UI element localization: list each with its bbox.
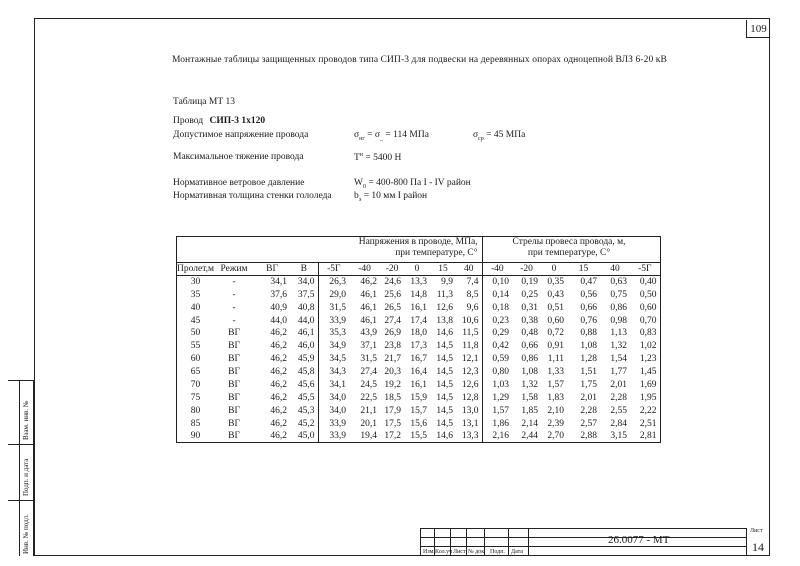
table-row — [177, 391, 661, 404]
table-cell: 12,6 — [436, 302, 454, 313]
table-cell: 55 — [177, 340, 215, 353]
table-cell: 17,5 — [384, 418, 402, 429]
table-cell: 14,5 — [436, 367, 454, 378]
table-cell: 18,5 — [384, 392, 402, 403]
table-cell: 16,4 — [410, 367, 428, 378]
table-cell: 15,6 — [410, 418, 428, 429]
page-number: 109 — [746, 20, 770, 38]
table-cell: 34,0 — [329, 405, 347, 416]
table-cell: ВГ — [228, 354, 240, 365]
table-cell: 33,9 — [329, 418, 347, 429]
table-cell: 2,01 — [610, 379, 628, 390]
table-cell: 90 — [177, 430, 215, 443]
table-cell: 1,08 — [580, 341, 598, 352]
table-cell: 46,2 — [360, 277, 378, 288]
table-cell: 75 — [177, 391, 215, 404]
table-cell: 20,3 — [384, 367, 402, 378]
table-row — [177, 275, 661, 288]
sheet-number: 14 — [752, 540, 764, 554]
table-cell: 0,91 — [547, 341, 565, 352]
table-cell: 2,28 — [580, 405, 598, 416]
table-cell: 26,3 — [329, 277, 347, 288]
column-header: -20 — [512, 263, 541, 276]
table-cell: 14,5 — [436, 405, 454, 416]
column-header: 15 — [430, 263, 456, 276]
table-cell: 25,6 — [384, 289, 402, 300]
table-cell: 10,6 — [456, 314, 482, 327]
table-cell: - — [232, 315, 236, 326]
table-cell: 13,0 — [456, 404, 482, 417]
table-cell: 1,57 — [492, 405, 510, 416]
table-cell: 34,0 — [329, 392, 347, 403]
tension-label: Максимальное тяжение провода — [173, 152, 304, 162]
table-cell: 11,5 — [456, 327, 482, 340]
table-cell: 35 — [177, 288, 215, 301]
table-column-header-row — [177, 263, 661, 276]
table-cell: 34,9 — [329, 341, 347, 352]
table-cell: 65 — [177, 366, 215, 379]
table-cell: 2,88 — [567, 430, 600, 443]
wire-value: СИП-3 1х120 — [209, 116, 266, 126]
table-cell: 1,75 — [580, 379, 598, 390]
column-header: 0 — [404, 263, 430, 276]
table-cell: 0,23 — [492, 315, 510, 326]
strip-divider — [8, 444, 34, 445]
table-cell: 85 — [177, 417, 215, 430]
strip-column-outer — [8, 380, 20, 556]
sag-group-header: Стрелы провеса провода, м, при температуре, С° — [482, 237, 660, 263]
table-cell: 34,0 — [290, 275, 318, 288]
table-cell: 29,0 — [329, 289, 347, 300]
table-cell: 31,5 — [360, 354, 378, 365]
table-cell: 1,58 — [521, 392, 539, 403]
table-cell: 0,19 — [521, 277, 539, 288]
installation-table — [176, 236, 661, 443]
table-cell: 0,75 — [610, 289, 628, 300]
column-header: ВГ — [254, 263, 290, 276]
table-row — [177, 340, 661, 353]
table-cell: 1,32 — [610, 341, 628, 352]
table-cell: 11,8 — [456, 340, 482, 353]
tension-value: $Т^н = 5400$ Н — [354, 152, 402, 164]
table-cell: 0,63 — [610, 277, 628, 288]
stamp-label: Подп. — [490, 549, 505, 555]
table-cell: 44,0 — [270, 315, 288, 326]
column-header: -40 — [349, 263, 380, 276]
table-cell: 35,3 — [329, 328, 347, 339]
table-cell: 3,15 — [600, 430, 630, 443]
table-cell: 1,69 — [630, 379, 660, 392]
table-cell: 17,4 — [410, 315, 428, 326]
table-cell: 1,33 — [547, 367, 565, 378]
table-row — [177, 417, 661, 430]
table-row — [177, 379, 661, 392]
column-header: В — [290, 263, 318, 276]
column-header: 15 — [567, 263, 600, 276]
table-cell: ВГ — [228, 418, 240, 429]
table-cell: 45,0 — [290, 430, 318, 443]
table-cell: 34,1 — [329, 379, 347, 390]
table-cell: 2,81 — [630, 430, 660, 443]
table-cell: ВГ — [228, 367, 240, 378]
table-cell: 0,31 — [521, 302, 539, 313]
table-cell: 45,9 — [290, 353, 318, 366]
table-cell: 0,18 — [492, 302, 510, 313]
table-cell: ВГ — [228, 379, 240, 390]
table-cell: 0,42 — [492, 341, 510, 352]
table-cell: 0,47 — [580, 277, 598, 288]
table-cell: 12,6 — [456, 379, 482, 392]
table-cell: 14,5 — [436, 341, 454, 352]
table-cell: 16,1 — [410, 379, 428, 390]
table-cell: 1,08 — [521, 367, 539, 378]
table-cell: 1,83 — [547, 392, 565, 403]
table-cell: 34,1 — [270, 277, 288, 288]
table-cell: 46,0 — [290, 340, 318, 353]
table-cell: 2,14 — [521, 418, 539, 429]
table-cell: 0,51 — [547, 302, 565, 313]
table-body — [177, 275, 661, 443]
table-cell: 33,9 — [329, 315, 347, 326]
table-cell: 0,60 — [547, 315, 565, 326]
stamp-label: Изм. — [423, 549, 435, 555]
table-row — [177, 327, 661, 340]
table-cell: 33,9 — [318, 430, 349, 443]
table-cell: 46,2 — [270, 341, 288, 352]
table-cell: 14,5 — [436, 379, 454, 390]
column-header: 40 — [600, 263, 630, 276]
table-cell: 45,3 — [290, 404, 318, 417]
table-cell: 31,5 — [329, 302, 347, 313]
table-cell: 43,9 — [360, 328, 378, 339]
table-cell: 17,3 — [410, 341, 428, 352]
table-cell: 2,55 — [610, 405, 628, 416]
table-cell: 17,2 — [380, 430, 404, 443]
table-cell: 2,22 — [630, 404, 660, 417]
table-cell: 19,2 — [384, 379, 402, 390]
title-block-stamp — [420, 528, 770, 556]
table-cell: 45,8 — [290, 366, 318, 379]
column-header: 40 — [456, 263, 482, 276]
strip-label-inventory: Инв. № подл. — [22, 514, 30, 554]
table-row — [177, 314, 661, 327]
table-cell: 1,77 — [610, 367, 628, 378]
table-cell: 15,7 — [410, 405, 428, 416]
wind-label: Нормативное ветровое давление — [173, 178, 305, 188]
table-cell: 0,66 — [580, 302, 598, 313]
table-cell: 1,11 — [547, 354, 565, 365]
table-cell: 46,2 — [270, 379, 288, 390]
table-cell: 37,5 — [290, 288, 318, 301]
table-cell: 12,8 — [456, 391, 482, 404]
table-cell: 1,57 — [547, 379, 565, 390]
table-cell: 0,76 — [580, 315, 598, 326]
table-cell: 60 — [177, 353, 215, 366]
table-cell: - — [232, 289, 236, 300]
table-group-header-row — [177, 237, 661, 263]
table-row — [177, 353, 661, 366]
table-cell: 2,70 — [541, 430, 567, 443]
table-cell: ВГ — [214, 430, 254, 443]
table-cell: 50 — [177, 327, 215, 340]
table-cell: 80 — [177, 404, 215, 417]
wire-line — [173, 116, 265, 126]
table-cell: 11,3 — [436, 289, 454, 300]
table-cell: 13,3 — [410, 277, 428, 288]
table-cell: 13,3 — [456, 430, 482, 443]
table-cell: 16,1 — [410, 302, 428, 313]
table-cell: 0,70 — [630, 314, 660, 327]
table-cell: 37,1 — [360, 341, 378, 352]
column-header: -20 — [380, 263, 404, 276]
stamp-label: Дата — [511, 549, 523, 555]
wind-value: $W_0 = 400-800$ Па I - IV район — [354, 178, 471, 190]
table-cell: 14,8 — [410, 289, 428, 300]
table-cell: 46,2 — [254, 430, 290, 443]
table-cell: 1,02 — [630, 340, 660, 353]
column-header: -5Г — [630, 263, 660, 276]
table-cell: 13,1 — [456, 417, 482, 430]
table-row — [177, 366, 661, 379]
column-header: -40 — [482, 263, 512, 276]
table-cell: 15,5 — [404, 430, 430, 443]
table-cell: 2,84 — [610, 418, 628, 429]
table-cell: 9,6 — [456, 301, 482, 314]
stamp-label: № док — [468, 549, 485, 555]
table-cell: 2,57 — [580, 418, 598, 429]
wire-label: Провод — [173, 116, 204, 126]
column-header: Режим — [214, 263, 254, 276]
left-binding-strip — [8, 380, 34, 556]
table-cell: 46,2 — [270, 405, 288, 416]
table-cell: 30 — [177, 275, 215, 288]
table-cell: 27,4 — [360, 367, 378, 378]
table-cell: 34,5 — [329, 354, 347, 365]
table-cell: 18,0 — [410, 328, 428, 339]
table-cell: 45 — [177, 314, 215, 327]
table-cell: 20,1 — [360, 418, 378, 429]
table-cell: 0,72 — [547, 328, 565, 339]
table-cell: 24,5 — [360, 379, 378, 390]
table-cell: 0,98 — [610, 315, 628, 326]
document-title: Монтажные таблицы защищенных проводов типа СИП-3 для подвески на деревянных опорах одноцепной ВЛЗ 6-20 кВ — [172, 55, 667, 65]
table-cell: 0,56 — [580, 289, 598, 300]
stress-label: Допустимое напряжение провода — [173, 130, 309, 140]
table-row — [177, 288, 661, 301]
stamp-label: Лист — [453, 549, 466, 555]
table-cell: 46,2 — [270, 367, 288, 378]
table-cell: 26,5 — [384, 302, 402, 313]
column-header: -5Г — [318, 263, 349, 276]
strip-divider — [8, 500, 34, 501]
table-cell: 0,40 — [630, 275, 660, 288]
table-cell: 46,2 — [270, 392, 288, 403]
table-cell: 9,9 — [441, 277, 454, 288]
table-cell: 2,44 — [512, 430, 541, 443]
table-cell: 0,29 — [492, 328, 510, 339]
table-cell: 0,10 — [492, 277, 510, 288]
sheet-label: Лист — [750, 528, 763, 534]
table-cell: 46,1 — [290, 327, 318, 340]
table-cell: 1,29 — [492, 392, 510, 403]
table-row — [177, 404, 661, 417]
table-cell: 1,13 — [610, 328, 628, 339]
table-cell: 46,2 — [270, 354, 288, 365]
stamp-label: Кол.уч — [435, 549, 453, 555]
table-cell: 45,2 — [290, 417, 318, 430]
table-cell: 2,01 — [580, 392, 598, 403]
table-cell: 70 — [177, 379, 215, 392]
table-cell: 0,48 — [521, 328, 539, 339]
table-cell: 23,8 — [384, 341, 402, 352]
table-cell: 0,88 — [580, 328, 598, 339]
table-cell: 2,10 — [547, 405, 565, 416]
table-cell: 1,45 — [630, 366, 660, 379]
table-cell: 8,5 — [456, 288, 482, 301]
table-cell: 0,80 — [492, 367, 510, 378]
table-cell: 1,54 — [610, 354, 628, 365]
table-cell: 17,9 — [384, 405, 402, 416]
ice-value: $b_э = 10$ мм I район — [354, 191, 428, 203]
table-cell: 1,03 — [492, 379, 510, 390]
table-cell: 27,4 — [384, 315, 402, 326]
table-row — [177, 301, 661, 314]
column-header: 0 — [541, 263, 567, 276]
table-cell: ВГ — [228, 341, 240, 352]
table-cell: 14,5 — [436, 354, 454, 365]
table-cell: 13,8 — [436, 315, 454, 326]
table-cell: 37,6 — [270, 289, 288, 300]
table-cell: 26,9 — [384, 328, 402, 339]
table-cell: 12,1 — [456, 353, 482, 366]
table-cell: 46,1 — [360, 302, 378, 313]
table-cell: ВГ — [228, 392, 240, 403]
table-cell: 0,60 — [630, 301, 660, 314]
table-row — [177, 430, 661, 443]
table-cell: 0,43 — [547, 289, 565, 300]
table-cell: 46,1 — [360, 315, 378, 326]
table-cell: 12,3 — [456, 366, 482, 379]
table-cell: ВГ — [228, 328, 240, 339]
table-cell: - — [232, 277, 236, 288]
table-cell: 1,28 — [580, 354, 598, 365]
table-cell: 21,1 — [360, 405, 378, 416]
table-cell: 1,32 — [521, 379, 539, 390]
table-cell: - — [232, 302, 236, 313]
table-label: Таблица МТ 13 — [173, 97, 236, 107]
table-cell: 16,7 — [410, 354, 428, 365]
table-cell: 1,85 — [521, 405, 539, 416]
table-cell: 7,4 — [456, 275, 482, 288]
table-cell: ВГ — [228, 405, 240, 416]
table-cell: 34,3 — [329, 367, 347, 378]
strip-label-replacement: Взам. инв. № — [22, 400, 30, 440]
stress-avg-value: $\sigma_{ср} = 45$ МПа — [473, 130, 526, 142]
table-cell: 2,39 — [547, 418, 565, 429]
table-cell: 1,23 — [630, 353, 660, 366]
table-cell: 40 — [177, 301, 215, 314]
table-cell: 0,35 — [547, 277, 565, 288]
table-cell: 24,6 — [384, 277, 402, 288]
table-cell: 14,5 — [436, 392, 454, 403]
table-cell: 0,38 — [521, 315, 539, 326]
table-cell: 1,95 — [630, 391, 660, 404]
table-cell: 40,8 — [290, 301, 318, 314]
table-cell: 0,50 — [630, 288, 660, 301]
table-cell: 1,51 — [580, 367, 598, 378]
table-cell: 46,2 — [270, 418, 288, 429]
table-cell: 0,14 — [492, 289, 510, 300]
table-cell: 14,6 — [436, 328, 454, 339]
column-header: Пролет,м — [177, 263, 215, 274]
table-cell: 40,9 — [270, 302, 288, 313]
table-cell: 15,9 — [410, 392, 428, 403]
strip-label-signature: Подп. и дата — [22, 458, 30, 496]
table-cell: 2,51 — [630, 417, 660, 430]
table-cell: 46,2 — [270, 328, 288, 339]
table-cell: 0,66 — [521, 341, 539, 352]
table-cell: 14,6 — [430, 430, 456, 443]
table-cell: 0,83 — [630, 327, 660, 340]
stress-group-header: Напряжения в проводе, МПа, при температуре, С° — [318, 237, 482, 263]
strip-divider — [8, 380, 34, 381]
stress-value: $\sigma_{нг} = \sigma_{\_} = 114$ МПа — [354, 130, 429, 142]
table-cell: 22,5 — [360, 392, 378, 403]
table-cell: 2,28 — [610, 392, 628, 403]
table-cell: 45,6 — [290, 379, 318, 392]
table-cell: 0,59 — [492, 354, 510, 365]
table-cell: 0,86 — [521, 354, 539, 365]
table-cell: 0,86 — [610, 302, 628, 313]
table-cell: 45,5 — [290, 391, 318, 404]
document-code: 26.0077 - МТ — [608, 534, 670, 546]
table-cell: 44,0 — [290, 314, 318, 327]
table-cell: 46,1 — [360, 289, 378, 300]
table-cell: 0,25 — [521, 289, 539, 300]
ice-label: Нормативная толщина стенки гололеда — [173, 191, 332, 201]
table-cell: 21,7 — [384, 354, 402, 365]
table-cell: 2,16 — [482, 430, 512, 443]
table-cell: 14,5 — [436, 418, 454, 429]
table-cell: 1,86 — [492, 418, 510, 429]
table-cell: 19,4 — [349, 430, 380, 443]
